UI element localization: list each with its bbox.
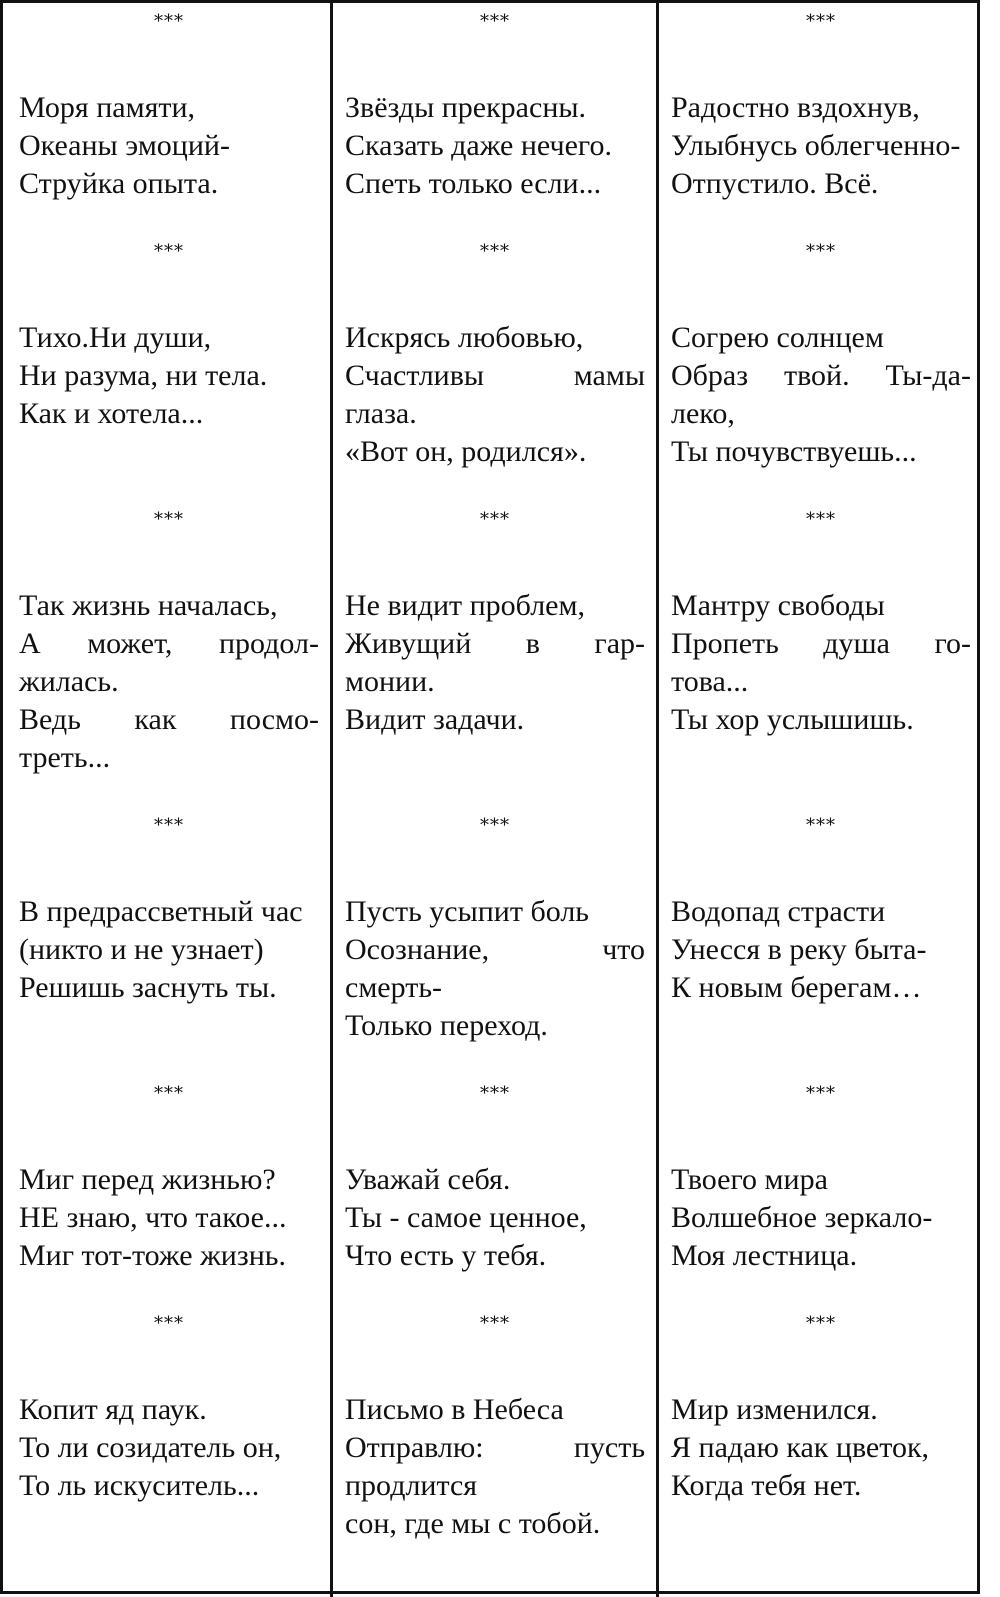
poem-line: Моря памяти, bbox=[19, 91, 196, 124]
poem-line: Живущий в гар- bbox=[345, 627, 645, 660]
poem-line: Согрею солнцем bbox=[671, 321, 884, 354]
separator: *** bbox=[806, 11, 836, 32]
poem-line: Когда тебя нет. bbox=[671, 1469, 862, 1502]
separator: *** bbox=[154, 241, 184, 262]
poem-line: Спеть только если... bbox=[345, 167, 602, 200]
separator: *** bbox=[154, 509, 184, 530]
poem-line: леко, bbox=[671, 397, 735, 430]
poem-line: Миг тот-тоже жизнь. bbox=[19, 1239, 286, 1272]
column-divider bbox=[656, 3, 659, 1597]
poem bbox=[345, 893, 645, 1045]
poem-line: Видит задачи. bbox=[345, 703, 525, 736]
separator: *** bbox=[154, 11, 184, 32]
poem-line: Водопад страсти bbox=[671, 895, 886, 928]
poem-line: треть... bbox=[19, 741, 111, 774]
poem bbox=[19, 1391, 319, 1505]
separator: *** bbox=[480, 241, 510, 262]
poem-line: Радостно вздохнув, bbox=[671, 91, 920, 124]
poem-line: това... bbox=[671, 665, 749, 698]
poem-line: Пусть усыпит боль bbox=[345, 895, 589, 928]
poem-line: Счастливы мамы bbox=[345, 359, 645, 392]
poem bbox=[19, 89, 319, 203]
poem-line: Тихо.Ни души, bbox=[19, 321, 212, 354]
poem bbox=[671, 1161, 971, 1275]
separator: *** bbox=[480, 11, 510, 32]
separator: *** bbox=[154, 1083, 184, 1104]
poem-line: Унесся в реку быта- bbox=[671, 933, 927, 966]
poem bbox=[671, 587, 971, 739]
poem-line: Как и хотела... bbox=[19, 397, 204, 430]
separator: *** bbox=[480, 1083, 510, 1104]
poem bbox=[671, 893, 971, 1007]
poem bbox=[671, 1391, 971, 1505]
poem-line: Я падаю как цветок, bbox=[671, 1431, 930, 1464]
poem-line: К новым берегам… bbox=[671, 971, 922, 1004]
column-divider bbox=[330, 3, 333, 1597]
poem-line: Звёзды прекрасны. bbox=[345, 91, 587, 124]
poem-line: продлится bbox=[345, 1469, 478, 1502]
column-3 bbox=[671, 3, 971, 1597]
poem bbox=[19, 893, 319, 1007]
poem-line: Не видит проблем, bbox=[345, 589, 585, 622]
poem-line: (никто и не узнает) bbox=[19, 933, 264, 966]
separator: *** bbox=[154, 815, 184, 836]
separator: *** bbox=[480, 509, 510, 530]
poem-line: Струйка опыта. bbox=[19, 167, 219, 200]
poem-line: Улыбнусь облегченно- bbox=[671, 129, 961, 162]
poem-line: жилась. bbox=[19, 665, 119, 698]
poem-line: Ни разума, ни тела. bbox=[19, 359, 268, 392]
poem bbox=[671, 89, 971, 203]
poem-line: Ты почувствуешь... bbox=[671, 435, 917, 468]
poem-line: Отпустило. Всё. bbox=[671, 167, 879, 200]
separator: *** bbox=[806, 241, 836, 262]
poem-line: Моя лестница. bbox=[671, 1239, 858, 1272]
poem-line: НЕ знаю, что такое... bbox=[19, 1201, 287, 1234]
poem bbox=[345, 587, 645, 739]
poem-line: Пропеть душа го- bbox=[671, 627, 971, 660]
poem-line: Ты хор услышишь. bbox=[671, 703, 914, 736]
poem-line: Письмо в Небеса bbox=[345, 1393, 564, 1426]
separator: *** bbox=[806, 1083, 836, 1104]
poem-line: Волшебное зеркало- bbox=[671, 1201, 933, 1234]
poem-line: Искрясь любовью, bbox=[345, 321, 584, 354]
poem-line: Образ твой. Ты-да- bbox=[671, 359, 971, 392]
poem-line: Осознание, что bbox=[345, 933, 645, 966]
poem-line: Уважай себя. bbox=[345, 1163, 511, 1196]
poem-line: Твоего мира bbox=[671, 1163, 828, 1196]
poem-line: «Вот он, родился». bbox=[345, 435, 587, 468]
poem bbox=[19, 587, 319, 777]
poem-line: Миг перед жизнью? bbox=[19, 1163, 276, 1196]
poem-line: А может, продол- bbox=[19, 627, 319, 660]
poem bbox=[345, 1161, 645, 1275]
poem-line: То ли созидатель он, bbox=[19, 1431, 282, 1464]
poem-line: То ль искуситель... bbox=[19, 1469, 260, 1502]
poem-line: Ты - самое ценное, bbox=[345, 1201, 587, 1234]
poem-line: Копит яд паук. bbox=[19, 1393, 207, 1426]
poem-line: Ведь как посмо- bbox=[19, 703, 319, 736]
poem-line: сон, где мы с тобой. bbox=[345, 1507, 601, 1540]
poem-line: Мир изменился. bbox=[671, 1393, 878, 1426]
poem-line: Так жизнь началась, bbox=[19, 589, 278, 622]
poem bbox=[19, 1161, 319, 1275]
separator: *** bbox=[806, 1313, 836, 1334]
poem-line: Только переход. bbox=[345, 1009, 548, 1042]
column-2 bbox=[345, 3, 645, 1597]
poem bbox=[19, 319, 319, 433]
poem bbox=[345, 89, 645, 203]
poem-line: Решишь заснуть ты. bbox=[19, 971, 277, 1004]
poem-line: смерть- bbox=[345, 971, 443, 1004]
poem-line: Океаны эмоций- bbox=[19, 129, 230, 162]
column-1 bbox=[19, 3, 319, 1597]
poem-line: Сказать даже нечего. bbox=[345, 129, 612, 162]
poem-line: Мантру свободы bbox=[671, 589, 885, 622]
poem-line: В предрассветный час bbox=[19, 895, 303, 928]
poem bbox=[345, 1391, 645, 1543]
poem-line: монии. bbox=[345, 665, 435, 698]
poem bbox=[671, 319, 971, 471]
separator: *** bbox=[806, 815, 836, 836]
poem bbox=[345, 319, 645, 471]
separator: *** bbox=[480, 1313, 510, 1334]
poem-line: глаза. bbox=[345, 397, 417, 430]
separator: *** bbox=[806, 509, 836, 530]
poem-line: Отправлю: пусть bbox=[345, 1431, 645, 1464]
poem-line: Что есть у тебя. bbox=[345, 1239, 547, 1272]
separator: *** bbox=[154, 1313, 184, 1334]
separator: *** bbox=[480, 815, 510, 836]
